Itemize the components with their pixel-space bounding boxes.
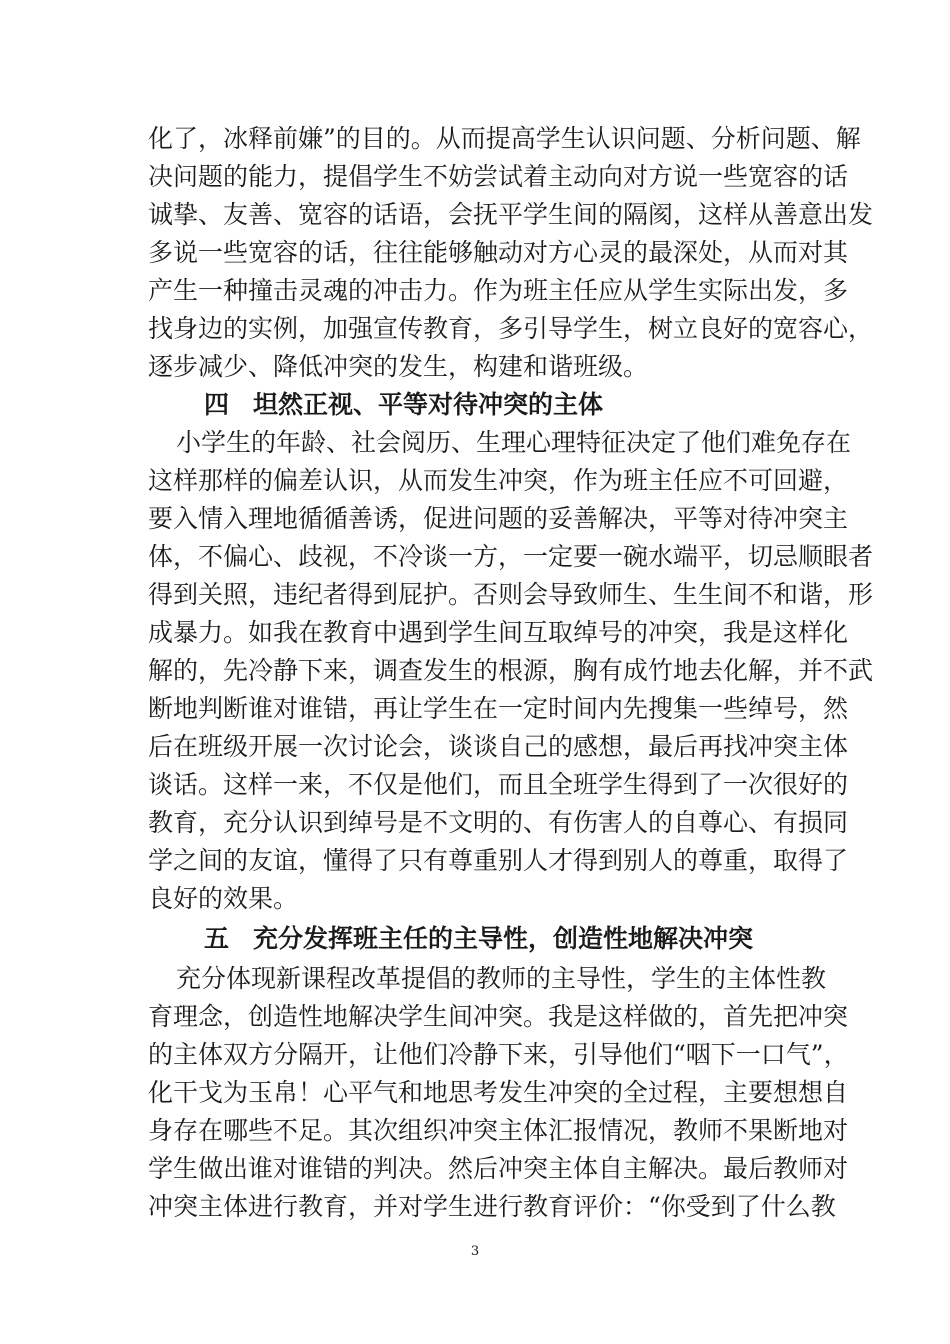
text-line: 体，不偏心、歧视，不冷谈一方，一定要一碗水端平，切忌顺眼者 bbox=[148, 542, 874, 571]
text-line: 小学生的年龄、社会阅历、生理心理特征决定了他们难免存在 bbox=[176, 428, 852, 457]
text-line: 逐步减少、降低冲突的发生，构建和谐班级。 bbox=[148, 352, 649, 381]
text-line: 解的，先冷静下来，调查发生的根源，胸有成竹地去化解，并不武 bbox=[148, 656, 874, 685]
text-line: 诚挚、友善、宽容的话语，会抚平学生间的隔阂，这样从善意出发 bbox=[148, 200, 874, 229]
text-line: 产生一种撞击灵魂的冲击力。作为班主任应从学生实际出发，多 bbox=[148, 276, 849, 305]
text-line: 育理念，创造性地解决学生间冲突。我是这样做的，首先把冲突 bbox=[148, 1002, 849, 1031]
text-line: 学生做出谁对谁错的判决。然后冲突主体自主解决。最后教师对 bbox=[148, 1154, 849, 1183]
text-line: 学之间的友谊，懂得了只有尊重别人才得到别人的尊重，取得了 bbox=[148, 846, 849, 875]
text-line: 教育，充分认识到绰号是不文明的、有伤害人的自尊心、有损同 bbox=[148, 808, 849, 837]
text-line: 得到关照，违纪者得到屁护。否则会导致师生、生生间不和谐，形 bbox=[148, 580, 874, 609]
text-line: 的主体双方分隔开，让他们冷静下来，引导他们“咽下一口气”， bbox=[148, 1040, 849, 1069]
text-line: 化干戈为玉帛！心平气和地思考发生冲突的全过程，主要想想自 bbox=[148, 1078, 849, 1107]
section-title: 坦然正视、平等对待冲突的主体 bbox=[253, 390, 604, 419]
section-number: 五 bbox=[204, 924, 230, 953]
text-line: 化了，冰释前嫌”的目的。从而提高学生认识问题、分析问题、解 bbox=[148, 124, 861, 153]
text-line: 谈话。这样一来，不仅是他们，而且全班学生得到了一次很好的 bbox=[148, 770, 849, 799]
text-line: 后在班级开展一次讨论会，谈谈自己的感想，最后再找冲突主体 bbox=[148, 732, 849, 761]
text-line: 这样那样的偏差认识，从而发生冲突，作为班主任应不可回避， bbox=[148, 466, 849, 495]
text-line: 决问题的能力，提倡学生不妨尝试着主动向对方说一些宽容的话 bbox=[148, 162, 849, 191]
section-title: 充分发挥班主任的主导性，创造性地解决冲突 bbox=[253, 924, 754, 953]
text-line: 找身边的实例，加强宣传教育，多引导学生，树立良好的宽容心， bbox=[148, 314, 874, 343]
section-heading-5 bbox=[204, 924, 753, 954]
text-line: 身存在哪些不足。其次组织冲突主体汇报情况，教师不果断地对 bbox=[148, 1116, 849, 1145]
text-line: 多说一些宽容的话，往往能够触动对方心灵的最深处，从而对其 bbox=[148, 238, 849, 267]
text-line: 良好的效果。 bbox=[148, 884, 299, 913]
section-number: 四 bbox=[204, 390, 230, 419]
text-line: 断地判断谁对谁错，再让学生在一定时间内先搜集一些绰号，然 bbox=[148, 694, 849, 723]
text-line: 成暴力。如我在教育中遇到学生间互取绰号的冲突，我是这样化 bbox=[148, 618, 849, 647]
page-number: 3 bbox=[470, 1244, 480, 1259]
text-line: 要入情入理地循循善诱，促进问题的妥善解决，平等对待冲突主 bbox=[148, 504, 849, 533]
text-line: 充分体现新课程改革提倡的教师的主导性，学生的主体性教 bbox=[176, 964, 827, 993]
text-line: 冲突主体进行教育，并对学生进行教育评价：“你受到了什么教 bbox=[148, 1192, 836, 1221]
section-heading-4 bbox=[204, 390, 603, 420]
